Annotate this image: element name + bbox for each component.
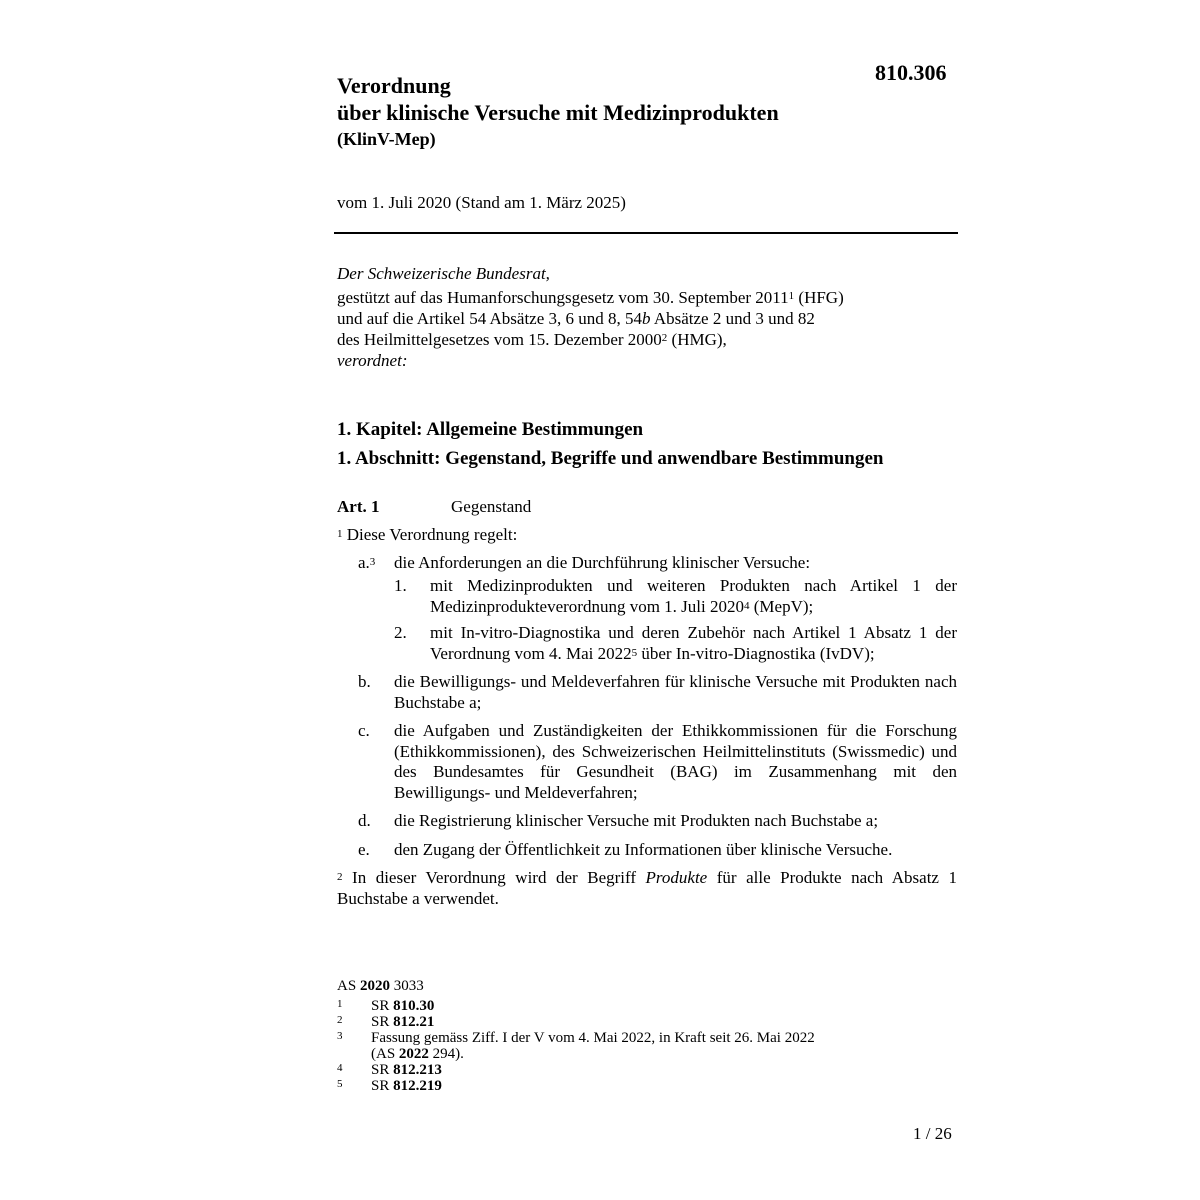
- paragraph-number: 2: [337, 871, 343, 883]
- header-divider: [334, 232, 958, 234]
- article-number: Art. 1: [337, 497, 380, 516]
- list-item-text: die Bewilligungs- und Meldeverfahren für klinische Versuche mit Produkten nach Buchstabe a;: [394, 672, 957, 712]
- list-marker: d.: [358, 811, 371, 830]
- paragraph-text: Diese Verordnung regelt:: [342, 525, 518, 544]
- list-item-text: die Anforderungen an die Durchführung klinischer Versuche:: [394, 552, 811, 572]
- preamble-line-1: [337, 287, 957, 308]
- footnote-ref: 2: [661, 332, 668, 344]
- list-item: [337, 553, 957, 665]
- article-title: Gegenstand: [451, 497, 532, 516]
- preamble-text: (HFG): [794, 288, 844, 307]
- sub-list-item: [337, 576, 957, 617]
- list-item-text: die Registrierung klinischer Versuche mit Produkten nach Buchstabe a;: [394, 811, 879, 830]
- footnote-ref: 5: [631, 646, 638, 659]
- sub-list-marker: 2.: [394, 623, 407, 642]
- preamble-text: gestützt auf das Humanforschungsgesetz vom 30. September 2011: [337, 288, 789, 307]
- footnote-ref: 4: [744, 599, 750, 612]
- footnote: 2 SR 812.21: [337, 1014, 435, 1030]
- official-collection-ref: AS 2020 3033: [337, 978, 424, 994]
- sub-list-text: mit In-vitro-Diagnostika und deren Zubehör nach Artikel 1 Absatz 1 der Verordnung vom 4. Mai 2022$^5$ über In-vitro-Diagnostika (IvDV);: [430, 623, 957, 663]
- article-list: [337, 553, 957, 861]
- list-marker: b.: [358, 672, 371, 691]
- list-marker: c.: [358, 721, 370, 740]
- footnote: 5 SR 812.219: [337, 1078, 442, 1094]
- list-item: [337, 672, 957, 713]
- footnote-ref: 3: [369, 555, 376, 568]
- list-item: [337, 811, 957, 832]
- list-item: [337, 840, 957, 861]
- title-abbreviation: (KlinV-Mep): [337, 129, 436, 149]
- title-line-1: Verordnung: [337, 73, 451, 98]
- sub-list-item: [337, 623, 957, 664]
- document-title: [337, 72, 779, 126]
- footnotes: [337, 998, 897, 1094]
- preamble-text: und auf die Artikel 54 Absätze 3, 6 und 8, 54: [337, 309, 643, 328]
- sr-number: 810.306: [875, 60, 947, 85]
- title-line-2: über klinische Versuche mit Medizinprodukten: [337, 100, 779, 125]
- paragraph-number: 1: [337, 528, 343, 540]
- footnote: 4 SR 812.213: [337, 1062, 442, 1078]
- list-marker: e.: [358, 839, 370, 859]
- sub-list-text: mit Medizinprodukten und weiteren Produkten nach Artikel 1 der Medizinprodukteverordnung vom 1. Juli 2020$^4$ (MepV);: [430, 576, 957, 616]
- preamble-line-3: [337, 329, 957, 350]
- list-item: [337, 721, 957, 803]
- document-date: vom 1. Juli 2020 (Stand am 1. März 2025): [337, 193, 626, 212]
- section-heading: 1. Abschnitt: Gegenstand, Begriffe und anwendbare Bestimmungen: [337, 448, 884, 469]
- preamble-text: des Heilmittelgesetzes vom 15. Dezember 2000: [337, 330, 662, 349]
- preamble: [337, 263, 957, 371]
- preamble-decree: verordnet:: [337, 351, 408, 370]
- preamble-authority: Der Schweizerische Bundesrat,: [337, 264, 550, 283]
- paragraph-2: $^2$ In dieser Verordnung wird der Begriff Produkte für alle Produkte nach Absatz 1 Buchstabe a verwendet.: [337, 868, 957, 908]
- preamble-text: Absätze 2 und 3 und 82: [650, 309, 815, 328]
- sub-list-marker: 1.: [394, 576, 407, 595]
- footnote: 1 SR 810.30: [337, 998, 435, 1014]
- list-item-text: den Zugang der Öffentlichkeit zu Informationen über klinische Versuche.: [394, 839, 893, 859]
- article-body: [337, 525, 957, 909]
- preamble-text: b: [642, 309, 651, 328]
- preamble-text: (HMG),: [667, 330, 727, 349]
- chapter-heading: 1. Kapitel: Allgemeine Bestimmungen: [337, 419, 644, 440]
- list-item-text: die Aufgaben und Zuständigkeiten der Ethikkommissionen für die Forschung (Ethikkommissionen), des Schweizerischen Heilmittelinstituts (Swissmedic) und des Bundesamtes für Gesundheit (BAG) im Zusammenhang mit den Bewilligungs- und Meldeverfahren;: [394, 721, 957, 802]
- page-number: 1 / 26: [913, 1124, 952, 1143]
- footnote: 3 Fassung gemäss Ziff. I der V vom 4. Mai 2022, in Kraft seit 26. Mai 2022 (AS 2022 294).: [337, 1030, 815, 1062]
- footnote-ref: 1: [788, 290, 795, 302]
- preamble-line-2: [337, 308, 957, 329]
- list-marker: a.$^3$: [358, 552, 376, 572]
- paragraph-1: [337, 525, 957, 546]
